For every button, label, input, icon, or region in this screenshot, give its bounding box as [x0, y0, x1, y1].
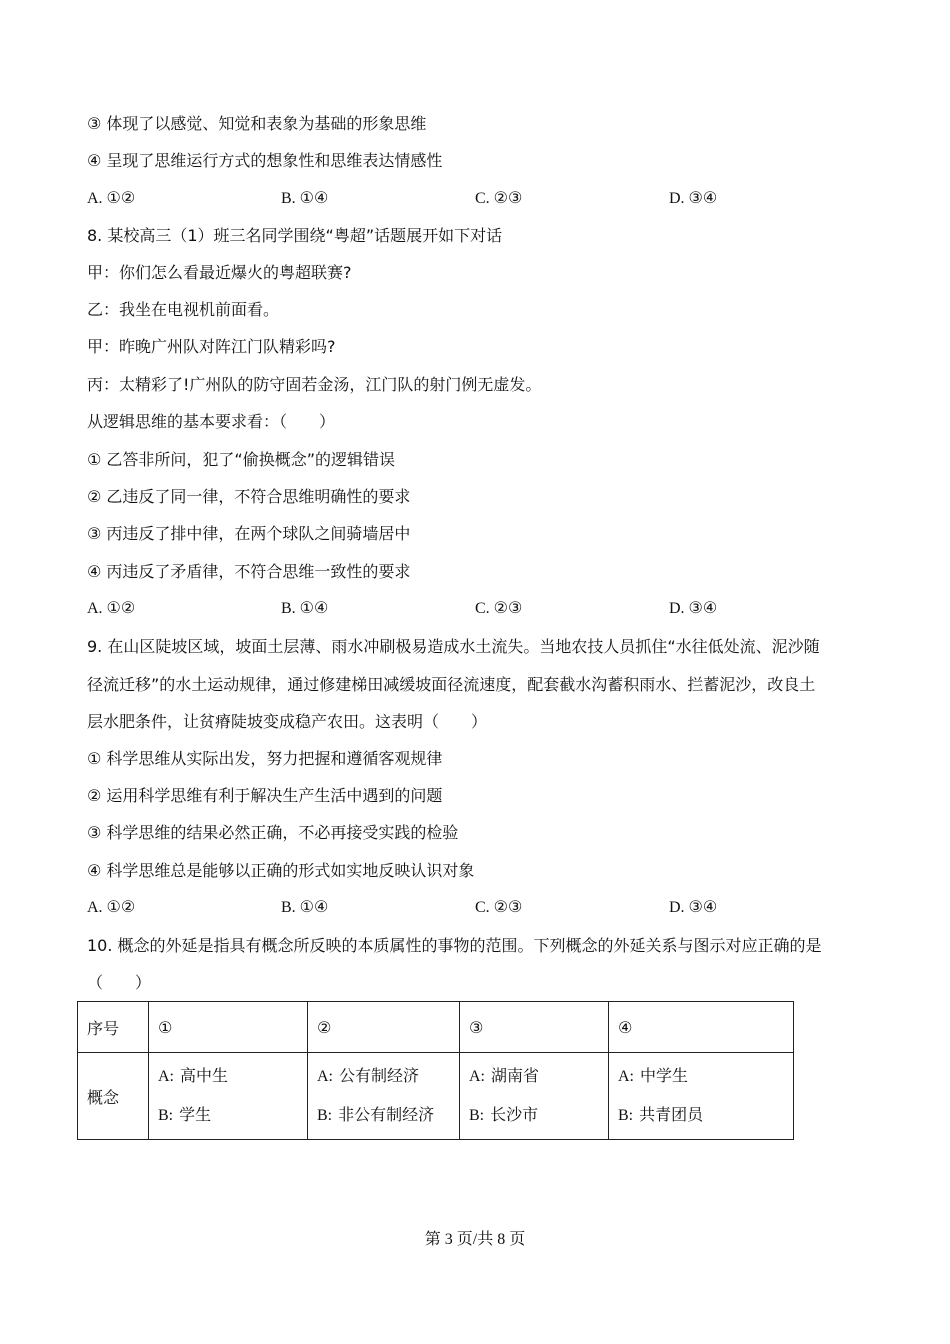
q8-s3: ③ 丙违反了排中律，在两个球队之间骑墙居中	[87, 524, 411, 543]
q10-stem-1: 10. 概念的外延是指具有概念所反映的本质属性的事物的范围。下列概念的外延关系与图示对应正确的是	[87, 936, 822, 955]
concept-b-tag: B:	[469, 1107, 485, 1124]
concept-table	[77, 1001, 794, 1140]
q9-s1: ① 科学思维从实际出发，努力把握和遵循客观规律	[87, 749, 443, 768]
q9-stem-1: 9. 在山区陡坡区域，坡面土层薄、雨水冲刷极易造成水土流失。当地农技人员抓住“水往低处流、泥沙随	[87, 637, 820, 656]
concept-a-tag: A:	[317, 1068, 333, 1085]
concept-a: 中学生	[640, 1066, 689, 1085]
table-col-num-4: ④	[609, 1002, 794, 1053]
table-col-num-1: ①	[149, 1002, 308, 1053]
option-c: C. ②③	[475, 600, 523, 617]
concept-b: 长沙市	[490, 1105, 539, 1124]
q8-s1: ① 乙答非所问，犯了“偷换概念”的逻辑错误	[87, 450, 396, 469]
option-b: B. ①④	[281, 600, 329, 617]
q7-options	[87, 188, 867, 210]
concept-a: 湖南省	[491, 1066, 540, 1085]
table-col-num-3: ③	[460, 1002, 609, 1053]
option-a: A. ①②	[87, 899, 136, 916]
concept-b-tag: B:	[158, 1107, 174, 1124]
q8-s2: ② 乙违反了同一律，不符合思维明确性的要求	[87, 487, 411, 506]
option-c: C. ②③	[475, 190, 523, 207]
concept-b-tag: B:	[618, 1107, 634, 1124]
q8-options	[87, 598, 867, 620]
option-b: B. ①④	[281, 190, 329, 207]
table-header-label: 序号	[78, 1002, 149, 1053]
q9-stem-2: 径流迁移”的水土运动规律，通过修建梯田减缓坡面径流速度，配套截水沟蓄积雨水、拦蓄泥沙，改良土	[87, 675, 816, 694]
table-col-num-2: ②	[308, 1002, 460, 1053]
concept-a-tag: A:	[618, 1068, 634, 1085]
table-cell-4	[609, 1053, 794, 1140]
option-d: D. ③④	[669, 190, 718, 207]
q8-d4: 丙：太精彩了!广州队的防守固若金汤，江门队的射门例无虚发。	[87, 375, 542, 394]
q8-d3: 甲：昨晚广州队对阵江门队精彩吗?	[87, 337, 336, 356]
option-d: D. ③④	[669, 600, 718, 617]
table-row-label: 概念	[78, 1053, 149, 1140]
concept-b: 共青团员	[639, 1105, 704, 1124]
q10-stem-2: （ ）	[87, 973, 152, 992]
table-row	[78, 1053, 794, 1140]
q7-s4: ④ 呈现了思维运行方式的想象性和思维表达情感性	[87, 151, 443, 170]
q9-s4: ④ 科学思维总是能够以正确的形式如实地反映认识对象	[87, 861, 475, 880]
table-header-row	[78, 1002, 794, 1053]
table-cell-3	[460, 1053, 609, 1140]
option-b: B. ①④	[281, 899, 329, 916]
concept-a: 公有制经济	[339, 1066, 420, 1085]
q8-d2: 乙：我坐在电视机前面看。	[87, 300, 280, 319]
option-a: A. ①②	[87, 600, 136, 617]
concept-b: 非公有制经济	[338, 1105, 435, 1124]
q9-s2: ② 运用科学思维有利于解决生产生活中遇到的问题	[87, 786, 443, 805]
option-c: C. ②③	[475, 899, 523, 916]
table-cell-1	[149, 1053, 308, 1140]
table-cell-2	[308, 1053, 460, 1140]
concept-a: 高中生	[180, 1066, 229, 1085]
concept-a-tag: A:	[158, 1068, 174, 1085]
q8-stem: 8. 某校高三（1）班三名同学围绕“粤超”话题展开如下对话	[87, 226, 503, 245]
q7-s3: ③ 体现了以感觉、知觉和表象为基础的形象思维	[87, 114, 427, 133]
option-a: A. ①②	[87, 190, 136, 207]
concept-b-tag: B:	[317, 1107, 333, 1124]
q9-stem-3: 层水肥条件，让贫瘠陡坡变成稳产农田。这表明（ ）	[87, 712, 488, 731]
page-footer: 第 3 页/共 8 页	[424, 1231, 526, 1248]
q8-d1: 甲：你们怎么看最近爆火的粤超联赛?	[87, 263, 352, 282]
concept-a-tag: A:	[469, 1068, 485, 1085]
q8-s4: ④ 丙违反了矛盾律，不符合思维一致性的要求	[87, 562, 411, 581]
q8-ask: 从逻辑思维的基本要求看：（ ）	[87, 412, 336, 431]
concept-b: 学生	[179, 1105, 212, 1124]
q9-s3: ③ 科学思维的结果必然正确，不必再接受实践的检验	[87, 823, 459, 842]
q9-options	[87, 897, 867, 919]
option-d: D. ③④	[669, 899, 718, 916]
